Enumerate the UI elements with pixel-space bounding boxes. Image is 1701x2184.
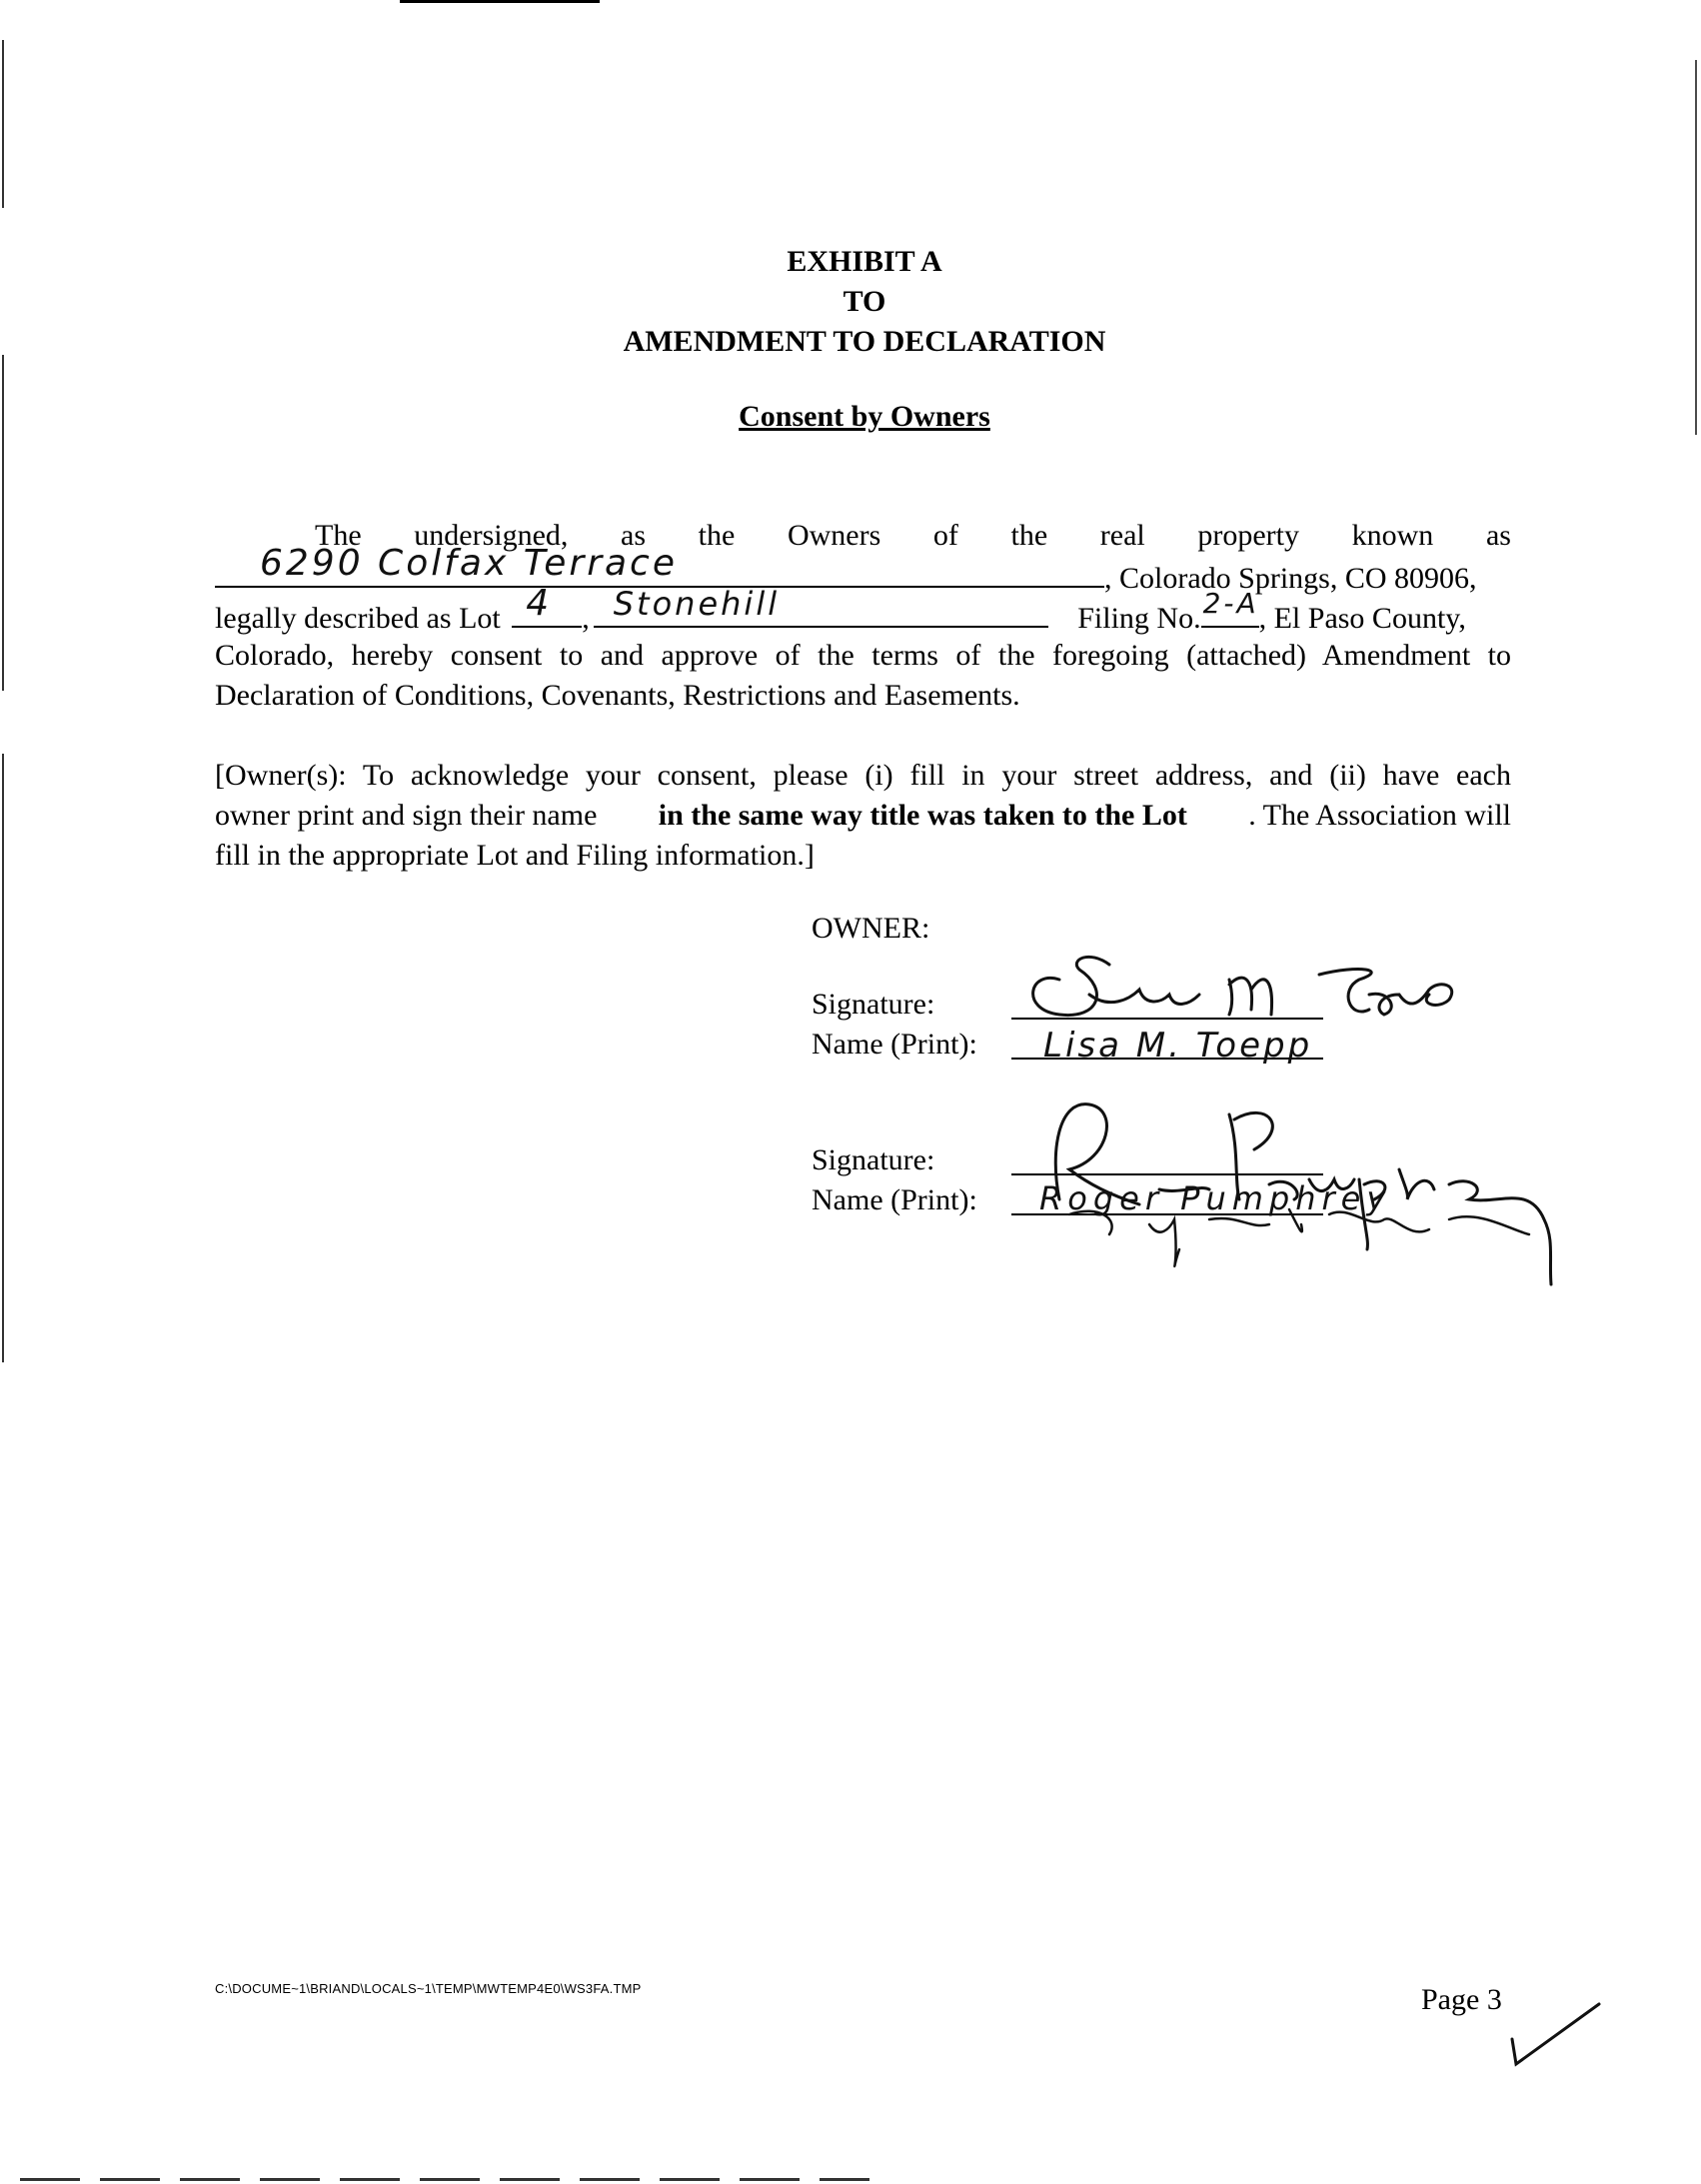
signature-label: Signature: bbox=[812, 988, 935, 1021]
scan-artifact-top bbox=[400, 0, 600, 3]
subdivision-field[interactable] bbox=[594, 585, 1048, 628]
paragraph2-line3: fill in the appropriate Lot and Filing information.] bbox=[215, 839, 815, 872]
word: The bbox=[315, 519, 362, 552]
subdivision-handwriting: Stonehill bbox=[613, 585, 781, 623]
lot-label: legally described as Lot bbox=[215, 602, 501, 635]
owner1-name-handwriting: Lisa M. Toepp bbox=[1043, 1026, 1313, 1066]
document-header bbox=[0, 242, 1701, 362]
name-print-label: Name (Print): bbox=[812, 1183, 977, 1216]
lot-handwriting: 4 bbox=[526, 583, 553, 624]
word: Owners bbox=[787, 519, 881, 552]
page-number: Page 3 bbox=[1421, 1983, 1502, 2016]
county: , El Paso County, bbox=[1258, 602, 1466, 635]
owner2-signature-image bbox=[1029, 1090, 1589, 1289]
filing-field[interactable] bbox=[1201, 587, 1259, 628]
paragraph2-line1: [Owner(s): To acknowledge your consent, please (i) fill in your street address, and (ii) have each bbox=[215, 759, 1511, 792]
scan-artifact-bottom bbox=[20, 2178, 869, 2181]
word: of bbox=[932, 519, 958, 552]
signature-label: Signature: bbox=[812, 1143, 935, 1176]
word: the bbox=[698, 519, 736, 552]
word: property bbox=[1197, 519, 1300, 552]
word: undersigned, bbox=[414, 519, 569, 552]
word: the bbox=[1010, 519, 1048, 552]
owner2-name-handwriting: Roger Pumphrey bbox=[1039, 1179, 1392, 1217]
owner1-signature-image bbox=[1019, 950, 1479, 1060]
instruction-text: owner print and sign their name bbox=[215, 799, 598, 832]
filing-handwriting: 2-A bbox=[1202, 587, 1259, 620]
paragraph1-line5: Declaration of Conditions, Covenants, Restrictions and Easements. bbox=[215, 679, 1020, 712]
lot-comma: , bbox=[582, 602, 590, 635]
paragraph1-line3 bbox=[215, 583, 1511, 639]
consent-heading: Consent by Owners bbox=[739, 400, 990, 433]
check-mark-icon bbox=[1504, 1999, 1604, 2069]
header-exhibit: EXHIBIT A bbox=[787, 245, 942, 278]
paragraph1-line4: Colorado, hereby consent to and approve of the terms of the foregoing (attached) Amendment to bbox=[215, 639, 1511, 672]
word: real bbox=[1099, 519, 1145, 552]
word: as bbox=[1485, 519, 1511, 552]
paragraph1-line2 bbox=[215, 543, 1511, 599]
instruction-text-end: . The Association will bbox=[1248, 799, 1511, 832]
instruction-emphasis: in the same way title was taken to the Lot bbox=[658, 799, 1187, 832]
lot-field[interactable] bbox=[512, 583, 582, 628]
city-state-zip: , Colorado Springs, CO 80906, bbox=[1104, 562, 1477, 595]
word: as bbox=[621, 519, 647, 552]
footer-file-path: C:\DOCUME~1\BRIAND\LOCALS~1\TEMP\MWTEMP4E0\WS3FA.TMP bbox=[215, 1981, 642, 1996]
word: known bbox=[1351, 519, 1434, 552]
paragraph2-line2 bbox=[215, 796, 1511, 836]
header-amendment: AMENDMENT TO DECLARATION bbox=[623, 325, 1106, 358]
header-to: TO bbox=[843, 285, 886, 318]
owner-label: OWNER: bbox=[812, 912, 930, 945]
filing-label: Filing No. bbox=[1077, 602, 1201, 635]
name-print-label: Name (Print): bbox=[812, 1028, 977, 1061]
street-address-handwriting: 6290 Colfax Terrace bbox=[260, 543, 679, 584]
